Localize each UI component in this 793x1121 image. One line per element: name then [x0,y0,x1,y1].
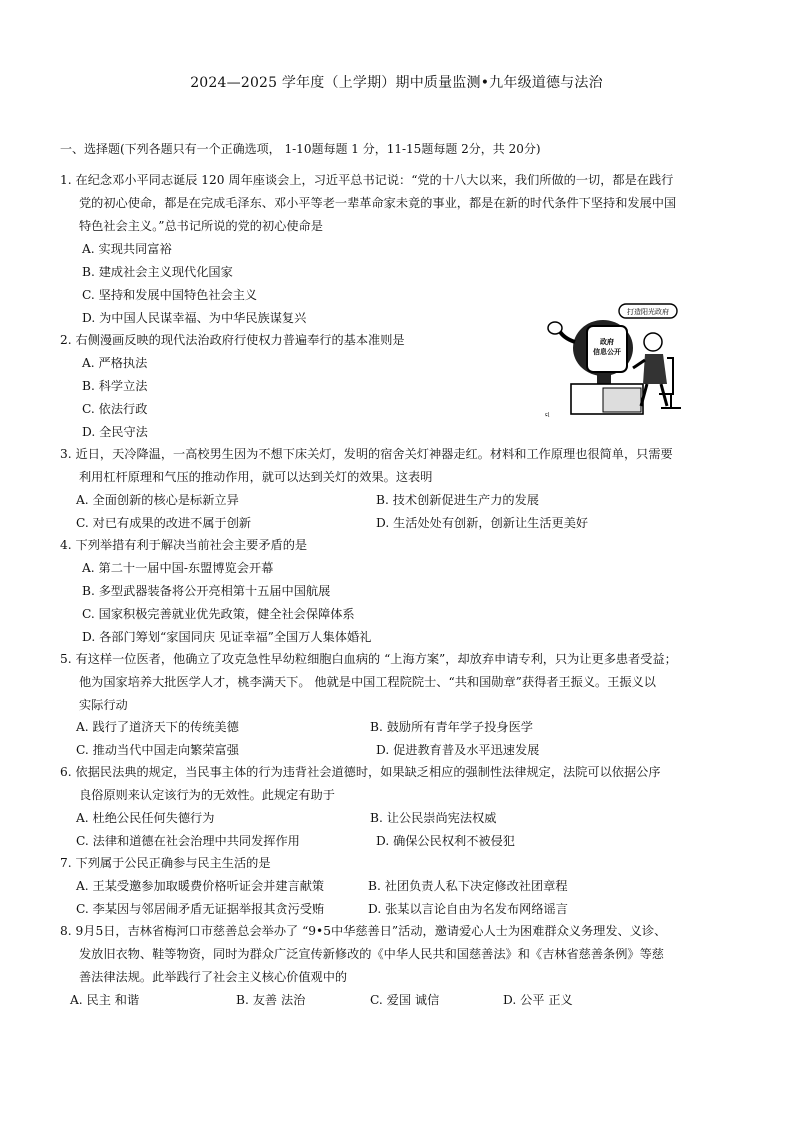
q5-line-1: 5. 有这样一位医者，他确立了攻克急性早幼粒细胞白血病的 “上海方案”，却放弃申请专利，只为让更多患者受益； [60,652,677,666]
q1-option-d: D. 为中国人民谋幸福、为中华民族谋复兴 [82,311,307,325]
q2-option-c: C. 依法行政 [82,402,148,416]
q8-option-b: B. 友善 法治 [236,993,306,1007]
q1-option-c: C. 坚持和发展中国特色社会主义 [82,288,258,302]
q3-option-a: A. 全面创新的核心是标新立异 [76,493,239,507]
q5-option-d: D. 促进教育普及水平迅速发展 [376,743,540,757]
monitor-hand [548,322,562,334]
q3-option-c: C. 对已有成果的改进不属于创新 [76,516,252,530]
q4-option-a: A. 第二十一届中国-东盟博览会开幕 [82,561,274,575]
exam-title: 2024—2025 学年度（上学期）期中质量监测•九年级道德与法治 [190,75,603,91]
q5-option-a: A. 践行了道济天下的传统美德 [76,720,239,734]
q4-option-c: C. 国家积极完善就业优先政策，健全社会保障体系 [82,607,355,621]
q8-option-a: A. 民主 和谐 [70,993,140,1007]
q6-line-2: 良俗原则来认定该行为的无效性。此规定有助于 [79,788,335,802]
q7-option-a: A. 王某受邀参加取暖费价格听证会并建言献策 [76,879,325,893]
q3-line-2: 利用杠杆原理和气压的推动作用，就可以达到关灯的效果。这表明 [79,470,433,484]
q1-option-b: B. 建成社会主义现代化国家 [82,265,233,279]
q1-line-3: 特色社会主义。”总书记所说的党的初心使命是 [79,219,323,233]
q6-option-c: C. 法律和道德在社会治理中共同发挥作用 [76,834,300,848]
q1-option-a: A. 实现共同富裕 [82,242,172,256]
section-header: 一、选择题(下列各题只有一个正确选项， 1-10题每题 1 分，11-15题每题 2分，共 20分) [60,142,541,156]
q2-option-d: D. 全民守法 [82,425,148,439]
cartoon-drawing [541,298,691,420]
q6-option-d: D. 确保公民权利不被侵犯 [376,834,515,848]
desk-drawer [603,388,641,412]
q8-line-1: 8. 9月5日，吉林省梅河口市慈善总会举办了 “9•5中华慈善日”活动，邀请爱心人士为困难群众义务理发、义诊、 [60,924,667,938]
q2-option-b: B. 科学立法 [82,379,148,393]
person-head [644,333,662,351]
q5-option-c: C. 推动当代中国走向繁荣富强 [76,743,239,757]
screen-text-1: 政府 [600,338,614,346]
person-arm [633,360,645,368]
sign-text: 打造阳光政府 [627,308,669,316]
q2-option-a: A. 严格执法 [82,356,148,370]
q7-option-d: D. 张某以言论自由为名发布网络谣言 [368,902,568,916]
q6-option-a: A. 杜绝公民任何失德行为 [76,811,215,825]
q6-line-1: 6. 依据民法典的规定，当民事主体的行为违背社会道德时，如果缺乏相应的强制性法律规定，法院可以依据公序 [60,765,661,779]
q3-option-b: B. 技术创新促进生产力的发展 [376,493,539,507]
q8-line-2: 发放旧衣物、鞋等物资，同时为群众广泛宣传新修改的《中华人民共和国慈善法》和《吉林省慈善条例》等慈 [79,947,664,961]
q5-line-2: 他为国家培养大批医学人才，桃李满天下。 他就是中国工程院院士、“共和国勋章”获得者王振义。王振义以 [79,675,656,689]
q8-line-3: 善法律法规。此举践行了社会主义核心价值观中的 [79,970,348,984]
q4-line-1: 4. 下列举措有利于解决当前社会主要矛盾的是 [60,538,308,552]
q3-line-1: 3. 近日，天冷降温，一高校男生因为不想下床关灯，发明的宿舍关灯神器走红。材料和工作原理也很简单，只需要 [60,447,673,461]
monitor-stand [597,374,611,384]
q7-option-b: B. 社团负责人私下决定修改社团章程 [368,879,568,893]
q1-line-2: 党的初心使命，都是在完成毛泽东、邓小平等老一辈革命家未竟的事业，都是在新的时代条件下坚持和发展中国 [79,196,677,210]
q3-option-d: D. 生活处处有创新，创新让生活更美好 [376,516,589,530]
q5-option-b: B. 鼓励所有青年学子投身医学 [370,720,533,734]
q1-line-1: 1. 在纪念邓小平同志诞辰 120 周年座谈会上，习近平总书记说：“党的十八大以来，我们所做的一切，都是在践行 [60,173,674,187]
q4-option-b: B. 多型武器装备将公开亮相第十五届中国航展 [82,584,331,598]
q2-line-1: 2. 右侧漫画反映的现代法治政府行使权力普遍奉行的基本准则是 [60,333,405,347]
q8-option-d: D. 公平 正义 [503,993,573,1007]
screen-text-2: 信息公开 [593,348,621,356]
q4-option-d: D. 各部门筹划“家国同庆 见证幸福”全国万人集体婚礼 [82,630,372,644]
government-cartoon [541,298,691,420]
q5-line-3: 实际行动 [79,698,128,712]
person-body [643,354,667,384]
q6-option-b: B. 让公民崇尚宪法权威 [370,811,497,825]
q7-line-1: 7. 下列属于公民正确参与民主生活的是 [60,856,271,870]
q7-option-c: C. 李某因与邻居闹矛盾无证据举报其贪污受贿 [76,902,325,916]
artist-signature: ɕɭ [545,412,550,418]
q8-option-c: C. 爱国 诚信 [370,993,440,1007]
